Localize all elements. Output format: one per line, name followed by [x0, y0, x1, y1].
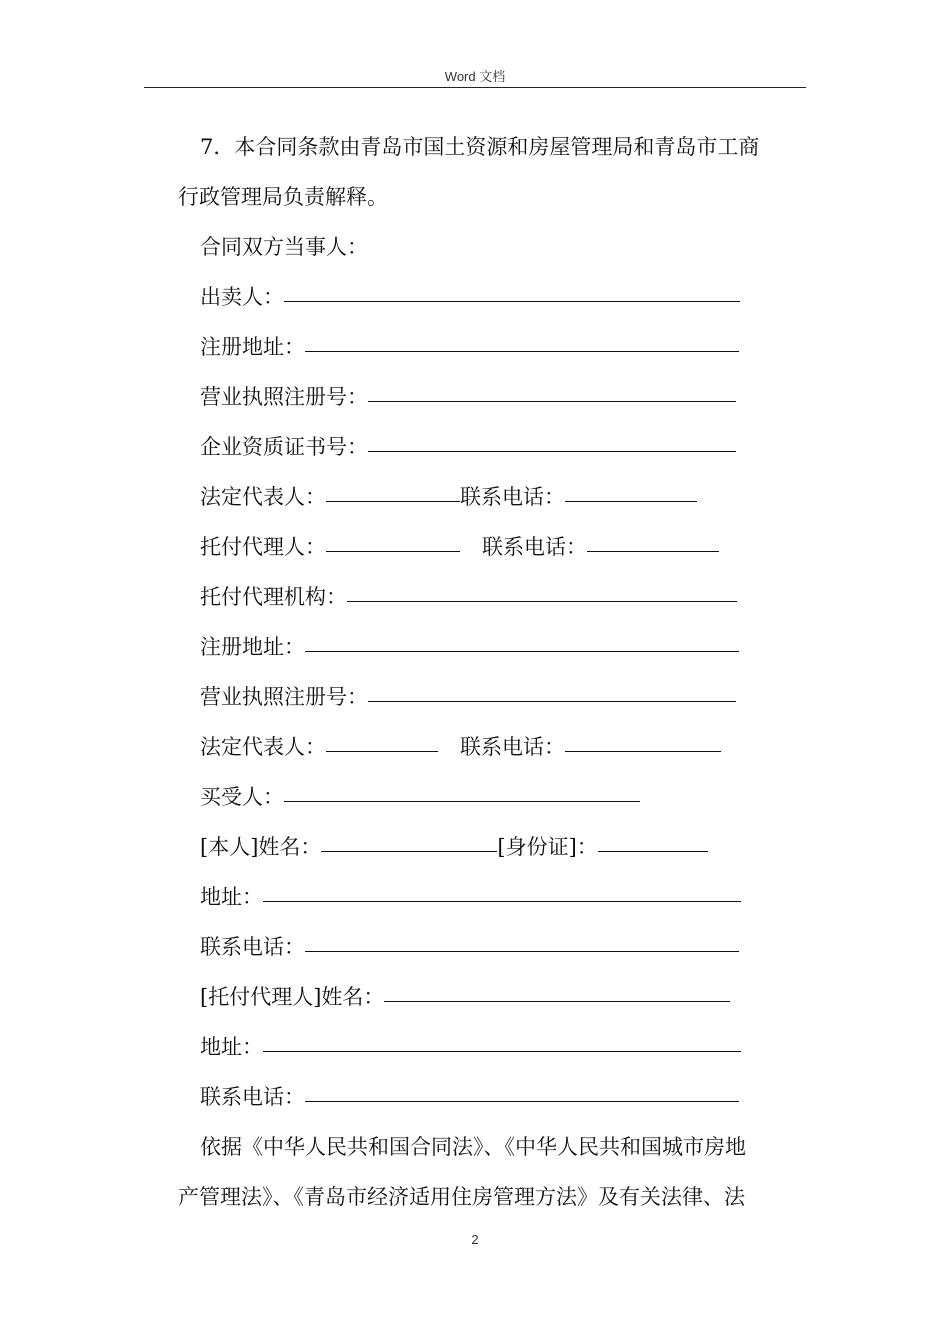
- agency-address-label: 注册地址：: [200, 635, 305, 659]
- agency-blank[interactable]: [347, 600, 737, 602]
- buyer-row: [200, 772, 640, 822]
- buyer-agent-phone-row: [200, 1072, 739, 1122]
- buyer-address-row: [200, 872, 741, 922]
- buyer-agent-address-blank[interactable]: [263, 1050, 741, 1052]
- seller-agent-label: 托付代理人：: [200, 535, 326, 559]
- basis-line-1: 依据《中华人民共和国合同法》、《中华人民共和国城市房地: [200, 1135, 746, 1159]
- buyer-phone-label: 联系电话：: [200, 935, 305, 959]
- agency-legal-rep-blank[interactable]: [326, 750, 438, 752]
- agency-row: [200, 572, 737, 622]
- buyer-agent-name-blank[interactable]: [384, 1000, 730, 1002]
- agency-legal-rep-label: 法定代表人：: [200, 735, 326, 759]
- buyer-agent-name-label: [托付代理人]姓名：: [200, 985, 385, 1009]
- seller-legal-rep-blank[interactable]: [326, 500, 460, 502]
- parties-heading: 合同双方当事人：: [200, 235, 368, 259]
- seller-phone-blank[interactable]: [565, 500, 697, 502]
- buyer-id-label: [身份证]：: [497, 835, 598, 859]
- seller-agent-blank[interactable]: [326, 550, 460, 552]
- buyer-address-blank[interactable]: [263, 900, 741, 902]
- buyer-agent-name-row: [200, 972, 730, 1022]
- seller-address-label: 注册地址：: [200, 335, 305, 359]
- seller-phone-label: 联系电话：: [460, 485, 565, 509]
- seller-agent-phone-blank[interactable]: [587, 550, 719, 552]
- buyer-phone-blank[interactable]: [305, 950, 739, 952]
- buyer-agent-phone-blank[interactable]: [305, 1100, 739, 1102]
- buyer-label: 买受人：: [200, 785, 284, 809]
- page-number: 2: [471, 1232, 479, 1247]
- basis-line-2: 产管理法》、《青岛市经济适用住房管理方法》及有关法律、法: [178, 1185, 745, 1209]
- seller-row: [200, 272, 740, 322]
- agency-legal-rep-row: [200, 722, 721, 772]
- agency-license-row: [200, 672, 736, 722]
- seller-license-row: [200, 372, 736, 422]
- agency-phone-label: 联系电话：: [460, 735, 565, 759]
- buyer-self-name-blank[interactable]: [321, 850, 497, 852]
- buyer-phone-row: [200, 922, 739, 972]
- agency-address-row: [200, 622, 739, 672]
- buyer-address-label: 地址：: [200, 885, 263, 909]
- buyer-blank[interactable]: [284, 800, 640, 802]
- seller-blank[interactable]: [284, 300, 740, 302]
- page-header-title: Word 文档: [444, 69, 506, 84]
- buyer-agent-address-label: 地址：: [200, 1035, 263, 1059]
- seller-address-blank[interactable]: [305, 350, 739, 352]
- seller-legal-rep-row: [200, 472, 697, 522]
- header-rule: [144, 87, 806, 88]
- seller-label: 出卖人：: [200, 285, 284, 309]
- agency-address-blank[interactable]: [305, 650, 739, 652]
- agency-phone-blank[interactable]: [565, 750, 721, 752]
- seller-cert-blank[interactable]: [368, 450, 736, 452]
- buyer-self-name-label: [本人]姓名：: [200, 835, 322, 859]
- seller-cert-row: [200, 422, 736, 472]
- agency-label: 托付代理机构：: [200, 585, 347, 609]
- buyer-agent-address-row: [200, 1022, 741, 1072]
- seller-cert-label: 企业资质证书号：: [200, 435, 368, 459]
- buyer-self-row: [200, 822, 708, 872]
- seller-address-row: [200, 322, 739, 372]
- seller-license-label: 营业执照注册号：: [200, 385, 368, 409]
- agency-license-label: 营业执照注册号：: [200, 685, 368, 709]
- clause-7-line-2: 行政管理局负责解释。: [178, 185, 388, 209]
- seller-agent-phone-label: 联系电话：: [482, 535, 587, 559]
- buyer-id-blank[interactable]: [598, 850, 708, 852]
- seller-legal-rep-label: 法定代表人：: [200, 485, 326, 509]
- agency-license-blank[interactable]: [368, 700, 736, 702]
- seller-agent-row: [200, 522, 719, 572]
- clause-7-line-1: 7．本合同条款由青岛市国土资源和房屋管理局和青岛市工商: [200, 135, 760, 159]
- seller-license-blank[interactable]: [368, 400, 736, 402]
- buyer-agent-phone-label: 联系电话：: [200, 1085, 305, 1109]
